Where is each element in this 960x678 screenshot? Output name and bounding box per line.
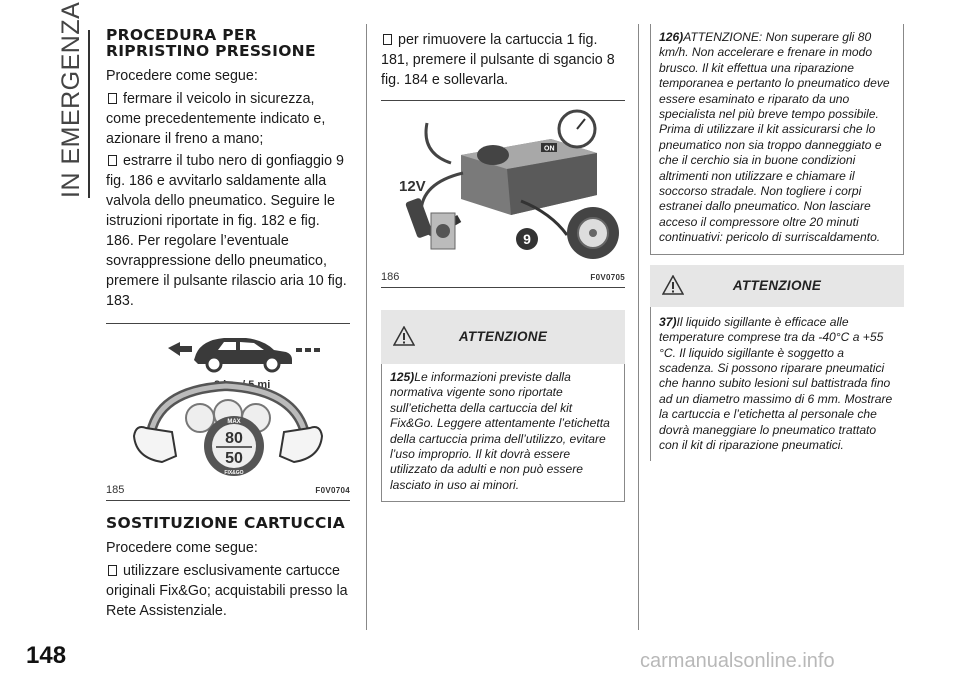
figure-number: 185 [106,484,125,496]
warning-box [650,307,904,462]
figure-code: F0V0704 [315,486,350,495]
figure-code: F0V0705 [590,273,625,282]
section-tab: IN EMERGENZA [57,1,85,198]
warning-box [381,364,625,502]
svg-text:MAX: MAX [227,419,241,425]
page-number: 148 [26,642,67,669]
warning-header [650,265,904,307]
bullet-item: utilizzare esclusivamente cartucce originali Fix&Go; acquistabili presso la Rete Assistenziale. [106,563,348,619]
intro-text: Procedere come segue: [106,540,258,556]
watermark: carmanualsonline.info [640,650,835,672]
intro-text: Procedere come segue: [106,68,258,84]
checkbox-bullet-icon [108,93,117,104]
figure-186 [381,100,625,288]
speed-label: 8 km / 5 mi [214,379,271,391]
column-1 [106,27,350,621]
sidebar-rule [88,30,90,198]
checkbox-bullet-icon [383,34,392,45]
max-speed-badge-icon [204,416,264,476]
checkbox-bullet-icon [108,155,117,166]
speed-warning-illustration [106,328,350,478]
svg-text:50: 50 [225,450,243,467]
figure-number: 186 [381,271,400,283]
warning-title: ATTENZIONE [458,329,548,344]
warning-box [650,24,904,255]
bullet-item: fermare il veicolo in sicurezza, come precedentemente indicato e, azionare il freno a mano; [106,91,326,147]
warning-title: ATTENZIONE [732,277,822,293]
checkbox-bullet-icon [108,565,117,576]
bullet-item: estrarre il tubo nero di gonfiaggio 9 fig. 186 e avvitarlo saldamente alla valvola dello pneumatico. Seguire le istruzioni riportate in fig. 182 e fig. 186. Per regolare l’eventuale sovrappressione dello pneumatico, premere il pulsante rilascio aria 10 fig. 183. [106,153,347,309]
svg-text:9: 9 [523,231,531,247]
bullet-item: per rimuovere la cartuccia 1 fig. 181, premere il pulsante di sgancio 8 fig. 184 e sollevarla. [381,32,615,88]
heading-cartridge-replacement: SOSTITUZIONE CARTUCCIA [106,514,346,532]
warning-triangle-icon [662,275,684,295]
car-icon [194,338,292,371]
tyre-icon [567,207,619,259]
warning-text: 126)ATTENZIONE: Non superare gli 80 km/h. Non accelerare e frenare in modo brusco. Il kit effettua una riparazione temporanea e pertanto lo pneumatico deve essere esaminato e riparato da uno specialista nel più breve tempo possibile. Prima di utilizzare il kit assicurarsi che lo pneumatico non sia troppo danneggiato e che il cerchio sia in buone condizioni altrimenti non utilizzare e chiamare il soccorso stradale. Non togliere i corpi estranei dallo pneumatico. Non lasciare acceso il compressore oltre 20 minuti continuativi: pericolo di surriscaldamento. [659,30,890,245]
compressor-illustration [381,103,625,263]
heading-pressure-restore: PROCEDURA PER RIPRISTINO PRESSIONE [106,26,316,60]
warning-triangle-icon [393,326,415,346]
svg-text:ON: ON [544,145,555,153]
column-2 [381,30,625,502]
svg-text:12V: 12V [399,178,426,195]
column-3 [650,24,904,461]
svg-text:FIX&GO: FIX&GO [224,470,244,476]
warning-text: 125)Le informazioni previste dalla normativa vigente sono riportate sull’etichetta della cartuccia del kit Fix&Go. Leggere attentamente l’etichetta della cartuccia prima dell’utilizzo, evitare l’uso improprio. Il kit dovrà essere utilizzato da adulti e non può essere lasciato in uso ai minori. [390,370,610,492]
column-divider [366,24,367,630]
column-divider [638,24,639,630]
warning-text: 37)Il liquido sigillante è efficace alle temperature comprese tra da -40°C a +55 °C. Il liquido sigillante è soggetto a scadenza. Si possono riparare pneumatici che hanno subito lesioni sul battistrada fino ad un diametro massimo di 6 mm. Mostrare la cartuccia e l’etichetta al personale che dovrà maneggiare lo pneumatico trattato con il kit di riparazione pneumatici. [659,314,893,452]
figure-185 [106,323,350,501]
svg-text:80: 80 [225,430,243,447]
warning-header [381,310,625,364]
